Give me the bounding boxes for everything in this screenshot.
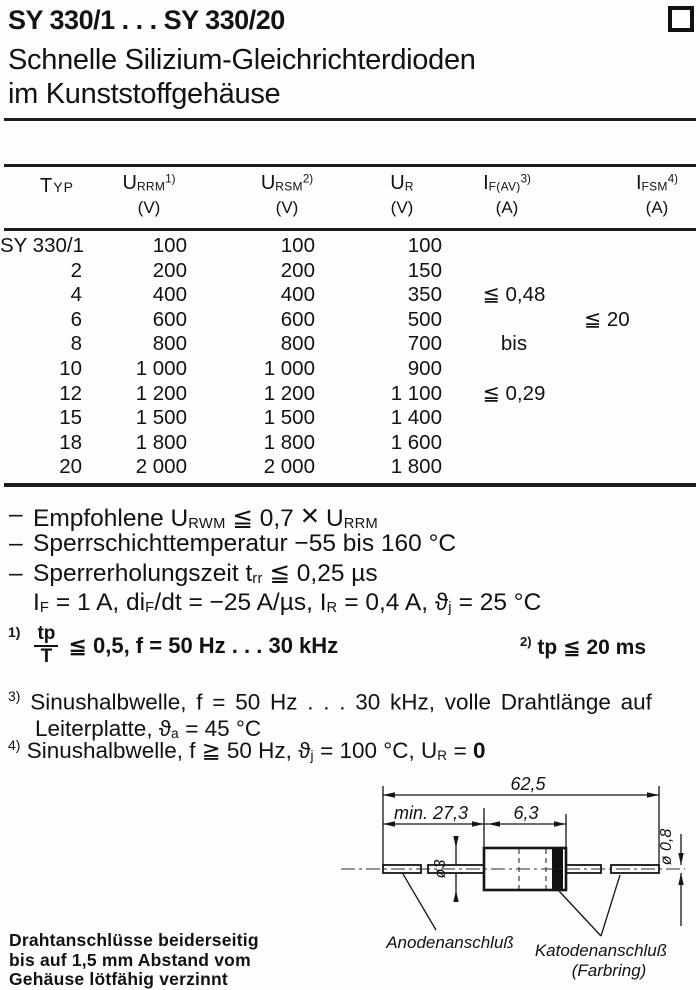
table-cell-typ: 10 — [59, 356, 82, 380]
table-cell-urrm: 2 000 — [135, 455, 187, 479]
text-segment: Leiterplatte, — [35, 715, 159, 741]
table-cell-ifav: bis — [500, 332, 528, 356]
table-cell-ifsm — [582, 283, 700, 308]
page-subtitle — [8, 43, 476, 111]
text-segment: ≦ 0,7 — [225, 505, 301, 532]
table-cell-ifav — [446, 357, 582, 382]
table-cell-typ: 12 — [59, 381, 82, 405]
table-cell-typ: 8 — [70, 332, 82, 356]
dim-body-length: 6,3 — [513, 803, 539, 823]
table-cell-ursm: 2 000 — [263, 455, 315, 479]
footnote-1-text: ≦ 0,5, f = 50 Hz . . . 30 kHz — [68, 633, 339, 658]
table-row — [0, 308, 700, 333]
table-cell-ursm: 1 200 — [263, 381, 315, 405]
table-cell-ur: 1 600 — [390, 430, 442, 454]
anode-label: Anodenanschluß — [386, 933, 514, 952]
table-row — [0, 283, 700, 308]
note-dash: – — [9, 501, 23, 528]
table-cell-ur: 500 — [407, 307, 442, 331]
table-cell-ifav — [446, 455, 582, 480]
column-unit: (V) — [137, 198, 161, 217]
text-segment: Sinushalbwelle, f ≧ 50 Hz, — [20, 738, 299, 764]
subtitle-rule — [4, 118, 696, 121]
table-cell-ursm: 600 — [280, 307, 315, 331]
footnote-ref: 2) — [302, 172, 314, 186]
table-row — [0, 406, 700, 431]
symbol-sub: RSM — [275, 179, 303, 194]
table-cell-ifsm: ≦ 20 — [584, 307, 630, 331]
column-header-ursm — [237, 172, 337, 218]
package-outline-drawing — [333, 770, 698, 988]
footnote-ref: 4) — [667, 172, 679, 186]
solderability-note-line-3: Gehäuse lötfähig verzinnt — [9, 969, 228, 989]
symbol-base: I — [635, 172, 642, 194]
table-cell-ursm: 800 — [280, 332, 315, 356]
text-sub: F — [145, 599, 155, 616]
footnote-3-text: Sinushalbwelle, f = 50 Hz . . . 30 kHz, volle Drahtlänge auf — [20, 689, 652, 715]
table-row — [0, 431, 700, 456]
table-cell-urrm: 100 — [152, 234, 187, 257]
text-segment: ϑ — [158, 715, 172, 741]
table-cell-typ: 4 — [70, 283, 82, 307]
table-cell-ifav — [446, 308, 582, 333]
column-unit: (V) — [275, 198, 299, 217]
fraction-denominator: T — [34, 645, 58, 668]
solderability-note-line-2: bis auf 1,5 mm Abstand vom — [9, 949, 251, 970]
text-segment: = 45 °C — [178, 715, 262, 741]
table-cell-ursm: 100 — [280, 234, 315, 257]
symbol-sub: R — [404, 179, 414, 194]
symbol-base: U — [260, 172, 276, 194]
table-cell-urrm: 1 200 — [135, 381, 187, 405]
dim-lead-diameter: ø 0,8 — [658, 828, 675, 866]
column-unit: (V) — [390, 198, 414, 217]
table-row — [0, 357, 700, 382]
text-sub: R — [437, 748, 448, 764]
table-cell-ifav — [446, 234, 582, 259]
table-cell-typ: 2 — [70, 258, 82, 282]
column-unit: (A) — [495, 198, 519, 217]
table-cell-ifsm — [582, 259, 700, 284]
text-segment: = 100 °C, U — [313, 738, 438, 764]
table-row — [0, 259, 700, 284]
text-segment: ≦ 0,25 µs — [262, 559, 378, 587]
table-cell-urrm: 800 — [152, 332, 187, 356]
table-cell-urrm: 1 000 — [135, 356, 187, 380]
note-junction-temp — [0, 529, 700, 558]
table-cell-ifsm — [582, 382, 700, 407]
footnote-ref: 3) — [520, 172, 531, 186]
text-b: 0 — [472, 738, 486, 764]
text-segment: ϑ — [434, 588, 449, 616]
text-big: × — [300, 497, 320, 533]
subtitle-line-2: im Kunststoffgehäuse — [8, 78, 281, 110]
symbol-base: I — [483, 172, 489, 194]
column-header-ur — [352, 172, 452, 218]
table-row — [0, 234, 700, 259]
table-cell-ifav — [446, 431, 582, 456]
table-cell-urrm: 600 — [152, 307, 187, 331]
table-cell-ifsm — [582, 332, 700, 357]
table-cell-typ: 20 — [59, 455, 82, 479]
dim-total-length: 62,5 — [510, 774, 546, 794]
table-cell-ursm: 1 000 — [263, 356, 315, 380]
column-header-ifsm — [602, 172, 700, 218]
ratings-table-body — [0, 234, 700, 480]
symbol-sub: F(AV) — [488, 179, 521, 194]
symbol-sub: FSM — [641, 179, 668, 194]
text-sub: RWM — [188, 516, 226, 533]
table-cell-urrm: 1 500 — [135, 406, 187, 430]
table-top-rule — [4, 164, 696, 167]
table-row — [0, 382, 700, 407]
text-sub: j — [310, 748, 314, 764]
symbol-base: U — [390, 172, 405, 194]
table-cell-ursm: 1 800 — [263, 430, 315, 454]
note-urwm — [0, 497, 700, 533]
table-cell-ifsm — [582, 455, 700, 480]
notes-section — [0, 497, 700, 617]
footnote-4 — [8, 737, 485, 764]
table-row — [0, 332, 700, 357]
solderability-note-line-1: Drahtanschlüsse beiderseitig — [9, 930, 259, 950]
fraction-tp-over-T — [34, 624, 58, 668]
table-cell-ur: 150 — [407, 258, 442, 282]
subtitle-line-1: Schnelle Silizium-Gleichrichterdioden — [8, 44, 476, 76]
footnote-1 — [8, 622, 338, 670]
footnote-ref: 1) — [165, 172, 176, 186]
table-cell-ifsm — [582, 406, 700, 431]
page-title: SY 330/1 . . . SY 330/20 — [8, 5, 285, 35]
table-row — [0, 455, 700, 480]
text-segment: I — [33, 588, 40, 616]
table-cell-ifav: ≦ 0,29 — [482, 381, 546, 405]
text-segment: /dt = −25 A/µs, I — [154, 588, 327, 616]
table-cell-urrm: 400 — [152, 283, 187, 307]
table-cell-ur: 1 400 — [390, 406, 442, 430]
table-cell-ursm: 1 500 — [263, 406, 315, 430]
note-dash: – — [9, 530, 23, 558]
table-cell-urrm: 200 — [152, 258, 187, 282]
column-header-ifav — [452, 172, 562, 218]
text-segment: Empfohlene U — [33, 505, 189, 532]
corner-marker-icon — [668, 6, 694, 32]
text-segment: = — [447, 738, 473, 764]
cathode-label: Katodenanschluß — [534, 941, 668, 960]
solderability-note — [9, 931, 259, 990]
symbol-sub: RRM — [136, 179, 166, 194]
table-cell-typ: 18 — [59, 430, 82, 454]
table-cell-ursm: 200 — [280, 258, 315, 282]
table-cell-ifsm — [582, 431, 700, 456]
text-segment: ϑ — [298, 738, 311, 764]
table-cell-ur: 1 100 — [390, 381, 442, 405]
note-recovery-conditions — [0, 588, 700, 617]
table-cell-typ: 6 — [70, 307, 82, 331]
table-cell-urrm: 1 800 — [135, 430, 187, 454]
fraction-numerator: tp — [37, 623, 56, 645]
footnote-2-marker: 2) — [520, 634, 532, 649]
footnote-2-text: tp ≦ 20 ms — [531, 635, 647, 659]
text-sub: a — [171, 725, 179, 741]
table-cell-ifsm — [582, 357, 700, 382]
table-cell-ur: 700 — [407, 332, 442, 356]
table-cell-ur: 100 — [407, 234, 442, 257]
table-cell-typ: 15 — [59, 406, 82, 430]
table-cell-ifsm — [582, 234, 700, 259]
text-sub: RRM — [343, 516, 379, 533]
text-segment: Sperrerholungszeit t — [33, 559, 253, 587]
footnote-4-marker: 4) — [8, 737, 21, 753]
note-recovery-time — [0, 559, 700, 588]
column-header-urrm — [99, 172, 199, 218]
table-cell-ur: 350 — [407, 283, 442, 307]
text-segment: = 1 A, di — [49, 588, 146, 616]
text-segment: Sperrschichttemperatur −55 bis 160 °C — [33, 530, 457, 558]
table-bottom-rule — [4, 483, 696, 487]
text-sub: F — [39, 599, 50, 616]
dim-lead-length-min: min. 27,3 — [393, 803, 469, 823]
table-cell-ifav: ≦ 0,48 — [482, 283, 546, 307]
table-cell-ifav — [446, 259, 582, 284]
cathode-label-2: (Farbring) — [571, 961, 647, 980]
table-cell-typ: SY 330/1 — [0, 234, 84, 257]
table-cell-ur: 1 800 — [390, 455, 442, 479]
text-segment: U — [319, 505, 344, 532]
text-sub: R — [326, 599, 338, 616]
dim-body-diameter: ø3 — [432, 859, 449, 879]
symbol-base: U — [122, 172, 137, 194]
table-header-rule — [4, 228, 696, 231]
table-header-row — [0, 172, 700, 226]
text-segment: = 25 °C — [451, 588, 542, 616]
footnote-1-marker: 1) — [8, 624, 21, 640]
footnote-3-marker: 3) — [8, 688, 21, 704]
footnote-2 — [520, 634, 646, 660]
column-header-typ: Typ — [40, 175, 74, 197]
table-cell-ursm: 400 — [280, 283, 315, 307]
table-cell-ur: 900 — [407, 356, 442, 380]
text-sub: rr — [252, 570, 263, 587]
text-segment: = 0,4 A, — [337, 588, 435, 616]
table-cell-ifav — [446, 406, 582, 431]
column-unit: (A) — [645, 198, 669, 217]
text-sub: j — [448, 599, 452, 616]
note-dash: – — [9, 559, 23, 587]
